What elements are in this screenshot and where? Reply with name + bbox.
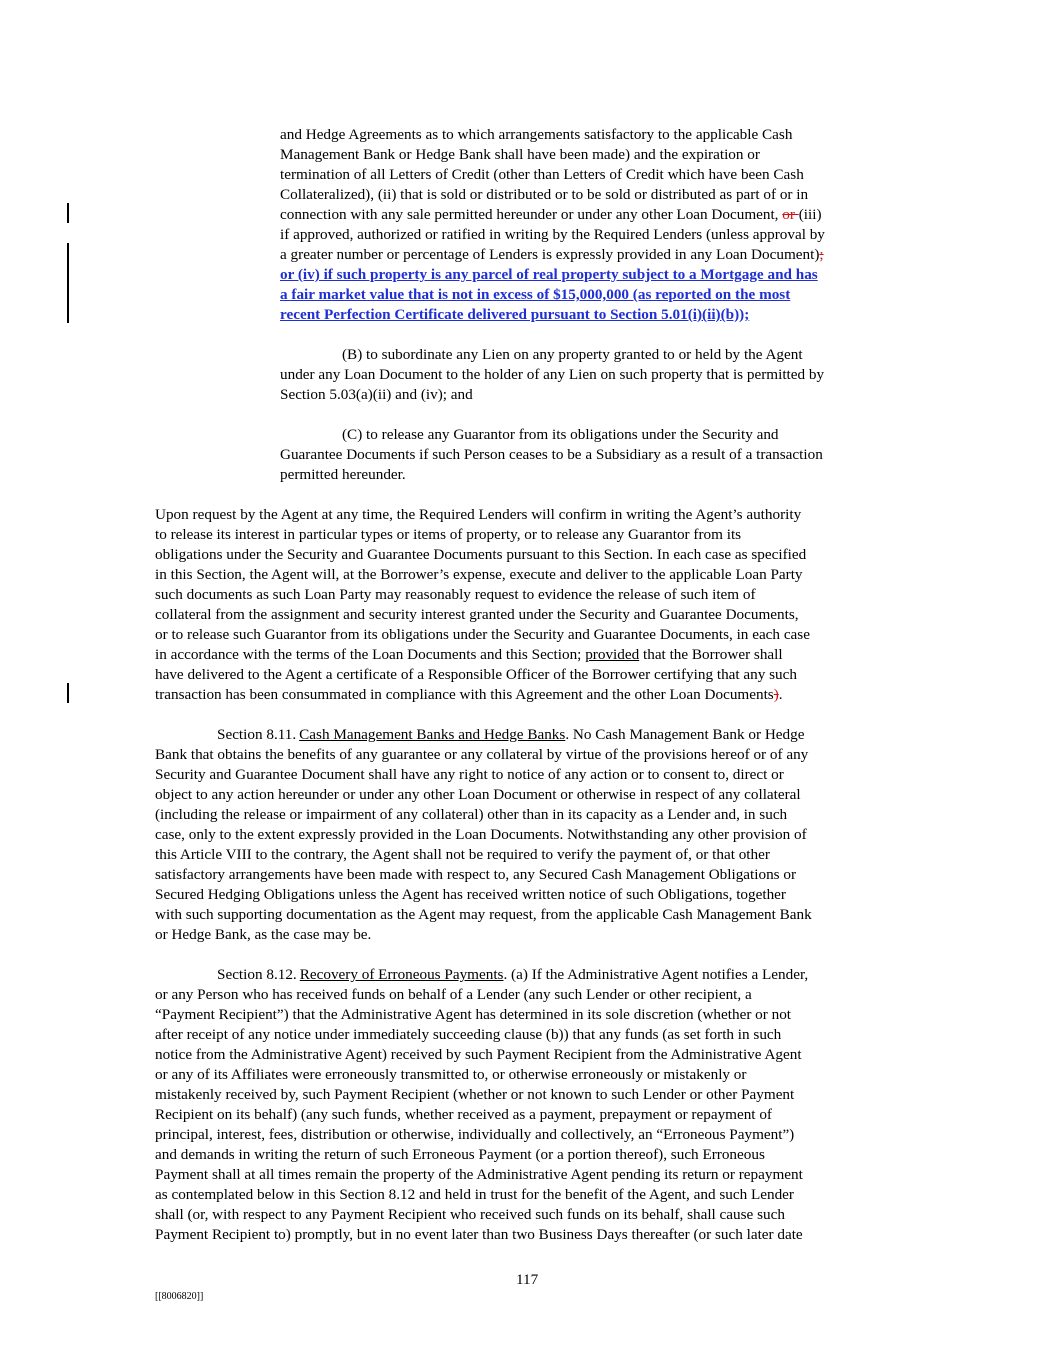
text-line [155, 645, 783, 665]
text-line: (C) to release any Guarantor from its obligations under the Security and [342, 426, 779, 443]
text-line: Collateralized), (ii) that is sold or distributed or to be sold or distributed as part of or in [280, 186, 809, 203]
text-line: termination of all Letters of Credit (other than Letters of Credit which have been Cash [280, 166, 804, 183]
text-run: . [778, 686, 783, 703]
text-line: Payment Recipient to) promptly, but in no event later than two Business Days thereafter (or such later date [155, 1226, 803, 1243]
text-line [280, 245, 824, 265]
section-title: Cash Management Banks and Hedge Banks [299, 726, 566, 743]
change-bar [67, 203, 69, 223]
text-line: or Hedge Bank, as the case may be. [155, 926, 372, 943]
text-line: such documents as such Loan Party may reasonably request to evidence the release of such item of [155, 586, 756, 603]
text-line: or to release such Guarantor from its obligations under the Security and Guarantee Documents, in each case [155, 626, 810, 643]
text-line: case, only to the extent expressly provided in the Loan Documents. Notwithstanding any other provision of [155, 826, 807, 843]
text-run: (iii) [798, 206, 822, 223]
text-line: shall (or, with respect to any Payment Recipient who received such funds on its behalf, shall cause such [155, 1206, 785, 1223]
text-line: Security and Guarantee Document shall have any right to notice of any action or to consent to, direct or [155, 766, 784, 783]
text-line: obligations under the Security and Guarantee Documents pursuant to this Section. In each case as specified [155, 546, 807, 563]
page-number: 117 [516, 1271, 539, 1288]
text-line: Secured Hedging Obligations unless the Agent has received written notice of such Obligations, together [155, 886, 786, 903]
text-line: Bank that obtains the benefits of any guarantee or any collateral by virtue of the provisions hereof or of any [155, 746, 809, 763]
inserted-text: recent Perfection Certificate delivered pursuant to Section 5.01(i)(ii)(b)); [280, 306, 750, 323]
text-run: transaction has been consummated in compliance with this Agreement and the other Loan Documents [155, 686, 774, 703]
text-line: (B) to subordinate any Lien on any property granted to or held by the Agent [342, 346, 803, 363]
text-run: . No Cash Management Bank or Hedge [565, 726, 805, 743]
deleted-text: ) [773, 686, 779, 703]
text-line: notice from the Administrative Agent) received by such Payment Recipient from the Administrative Agent [155, 1046, 802, 1063]
inserted-text: a fair market value that is not in excess of $15,000,000 (as reported on the most [280, 286, 791, 303]
section-number: Section 8.11. [217, 726, 297, 743]
text-run: a greater number or percentage of Lenders is expressly provided in any Loan Document) [280, 246, 820, 263]
text-line: or any Person who has received funds on behalf of a Lender (any such Lender or other recipient, a [155, 986, 752, 1003]
text-line: to release its interest in particular types or items of property, or to release any Guarantor from its [155, 526, 742, 543]
text-line: Section 5.03(a)(ii) and (iv); and [280, 386, 473, 403]
text-run: that the Borrower shall [639, 646, 783, 663]
text-line [155, 685, 783, 705]
text-line [217, 965, 808, 985]
text-line: Payment shall at all times remain the property of the Administrative Agent pending its return or repayment [155, 1166, 803, 1183]
text-line: “Payment Recipient”) that the Administrative Agent has determined in its sole discretion (whether or not [155, 1006, 792, 1023]
text-line: mistakenly received by, such Payment Recipient (whether or not known to such Lender or other Payment [155, 1086, 795, 1103]
text-line: in this Section, the Agent will, at the Borrower’s expense, execute and deliver to the applicable Loan Party [155, 566, 803, 583]
text-line: satisfactory arrangements have been made with respect to, any Secured Cash Management Obligations or [155, 866, 797, 883]
text-line: with such supporting documentation as the Agent may request, from the applicable Cash Management Bank [155, 906, 812, 923]
text-line: as contemplated below in this Section 8.12 and held in trust for the benefit of the Agent, and such Lender [155, 1186, 794, 1203]
text-line: Recipient on its behalf) (any such funds, whether received as a payment, prepayment or repayment of [155, 1106, 772, 1123]
inserted-text: or (iv) if such property is any parcel of real property subject to a Mortgage and has [280, 266, 818, 283]
text-line: if approved, authorized or ratified in writing by the Required Lenders (unless approval by [280, 226, 825, 243]
text-run: . (a) If the Administrative Agent notifies a Lender, [503, 966, 809, 983]
text-line: permitted hereunder. [280, 466, 406, 483]
change-bar [67, 243, 69, 323]
text-line: or any of its Affiliates were erroneously transmitted to, or otherwise erroneously or mistakenly or [155, 1066, 747, 1083]
text-line: principal, interest, fees, distribution or otherwise, individually and collectively, an “Erroneous Payment”) [155, 1126, 795, 1143]
document-id: [[8006820]] [155, 1291, 204, 1302]
text-line: (including the release or impairment of any collateral) other than in its capacity as a Lender and, in such [155, 806, 788, 823]
text-line [280, 205, 822, 225]
text-line: and Hedge Agreements as to which arrangements satisfactory to the applicable Cash [280, 126, 793, 143]
text-line: Guarantee Documents if such Person ceases to be a Subsidiary as a result of a transaction [280, 446, 823, 463]
text-line: have delivered to the Agent a certificate of a Responsible Officer of the Borrower certifying that any such [155, 666, 797, 683]
deleted-text: ; [819, 246, 824, 263]
text-line: Upon request by the Agent at any time, the Required Lenders will confirm in writing the Agent’s authority [155, 506, 802, 523]
section-number: Section 8.12. [217, 966, 297, 983]
text-line: under any Loan Document to the holder of any Lien on such property that is permitted by [280, 366, 825, 383]
text-run: in accordance with the terms of the Loan Documents and this Section; [155, 646, 586, 663]
text-line: collateral from the assignment and security interest granted under the Security and Guarantee Documents, [155, 606, 799, 623]
text-line: after receipt of any notice under immediately succeeding clause (b)) that any funds (as set forth in such [155, 1026, 782, 1043]
text-line: Management Bank or Hedge Bank shall have been made) and the expiration or [280, 146, 760, 163]
deleted-text: or [782, 206, 799, 223]
change-bar [67, 683, 69, 703]
text-line: and demands in writing the return of such Erroneous Payment (or a portion thereof), such Erroneous [155, 1146, 765, 1163]
underlined-term: provided [585, 646, 640, 663]
section-title: Recovery of Erroneous Payments [299, 966, 504, 983]
text-line [217, 725, 804, 745]
text-line: object to any action hereunder or under any other Loan Document or otherwise in respect of any collateral [155, 786, 801, 803]
text-run: connection with any sale permitted hereunder or under any other Loan Document, [280, 206, 783, 223]
text-line: this Article VIII to the contrary, the Agent shall not be required to verify the payment of, or that other [155, 846, 770, 863]
